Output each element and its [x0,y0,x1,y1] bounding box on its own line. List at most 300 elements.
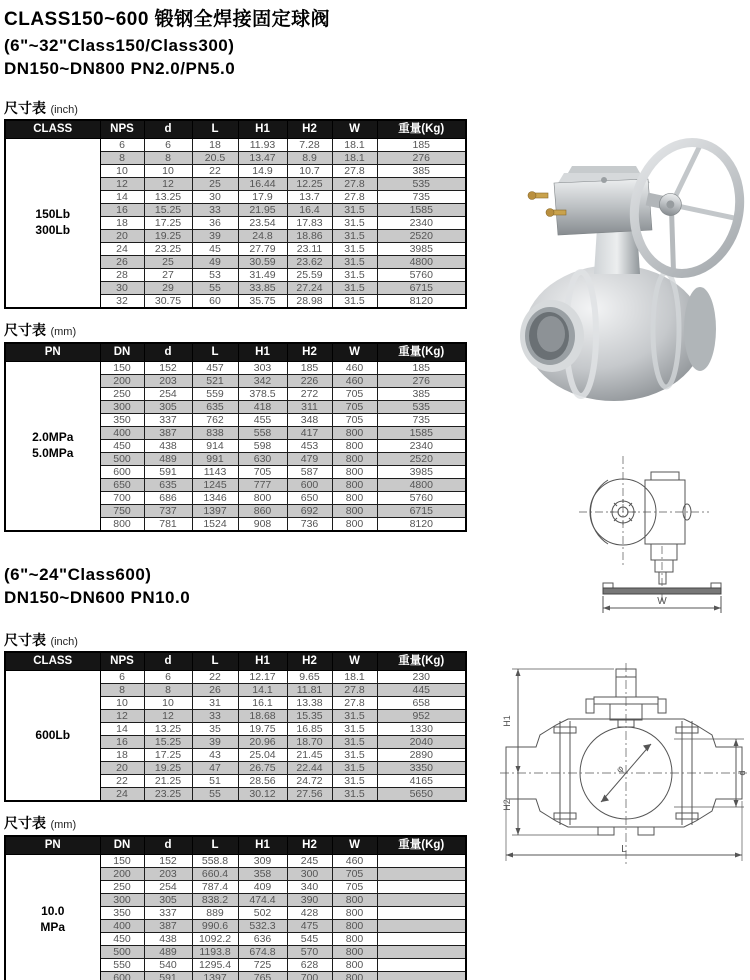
cell: 14.9 [238,165,287,178]
cell: 23.25 [144,788,192,802]
cell: 11.93 [238,139,287,152]
column-header: L [192,120,238,139]
cell: 636 [238,933,287,946]
dim-w-label: W [657,596,667,607]
cell: 31.5 [332,723,377,736]
cell: 8120 [377,518,466,532]
cell: 674.8 [238,946,287,959]
cell: 1585 [377,204,466,217]
column-header: 重量(Kg) [377,652,466,671]
cell: 200 [100,868,144,881]
cell: 230 [377,671,466,684]
cell: 12 [100,710,144,723]
cell: 32 [100,295,144,309]
dim-h1-label: H1 [502,715,512,727]
cell: 19.25 [144,762,192,775]
cell: 658 [377,697,466,710]
cell: 705 [332,868,377,881]
table-row [5,362,466,375]
cell: 387 [144,920,192,933]
cell: 17.83 [287,217,332,230]
cell: 39 [192,230,238,243]
column-header: H2 [287,836,332,855]
cell: 409 [238,881,287,894]
cell: 587 [287,466,332,479]
cell: 31 [192,697,238,710]
column-header: H2 [287,652,332,671]
cell: 18 [100,749,144,762]
cell: 500 [100,453,144,466]
cell: 26 [192,684,238,697]
cell: 800 [332,933,377,946]
cell: 29 [144,282,192,295]
cell: 23.54 [238,217,287,230]
cell: 705 [332,881,377,894]
cell: 1330 [377,723,466,736]
cell: 24.72 [287,775,332,788]
cell: 455 [238,414,287,427]
cell: 762 [192,414,238,427]
cell: 990.6 [192,920,238,933]
cell: 800 [238,492,287,505]
cell: 31.49 [238,269,287,282]
cell: 650 [100,479,144,492]
cell: 16 [100,736,144,749]
cell: 185 [377,139,466,152]
cell: 378.5 [238,388,287,401]
cell: 11.81 [287,684,332,697]
cell: 800 [332,946,377,959]
cell: 27.24 [287,282,332,295]
column-header: L [192,652,238,671]
cell: 31.5 [332,788,377,802]
cell: 6715 [377,282,466,295]
cell: 7.28 [287,139,332,152]
cell: 1585 [377,427,466,440]
cell: 31.5 [332,269,377,282]
cell: 13.38 [287,697,332,710]
cell: 35.75 [238,295,287,309]
cell: 660.4 [192,868,238,881]
cell: 12 [100,178,144,191]
cell: 18.68 [238,710,287,723]
cell: 152 [144,855,192,868]
cell: 800 [332,894,377,907]
cell: 28 [100,269,144,282]
cell: 4800 [377,479,466,492]
cell: 8 [144,152,192,165]
cell: 309 [238,855,287,868]
cell: 535 [377,401,466,414]
cell: 254 [144,881,192,894]
column-header: NPS [100,120,144,139]
column-header: 重量(Kg) [377,343,466,362]
cell: 765 [238,972,287,980]
cell: 10.7 [287,165,332,178]
cell: 438 [144,440,192,453]
cell: 311 [287,401,332,414]
valve-photo [468,120,750,420]
section2-subtitle-line2: DN150~DN600 PN10.0 [4,588,191,607]
cell: 735 [377,414,466,427]
cell: 2040 [377,736,466,749]
cell: 735 [377,191,466,204]
cell: 31.5 [332,295,377,309]
cell: 800 [332,492,377,505]
cell: 800 [332,959,377,972]
column-header: PN [5,343,100,362]
cell: 17.25 [144,749,192,762]
cell: 686 [144,492,192,505]
cell: 226 [287,375,332,388]
cell: 31.5 [332,243,377,256]
cell: 460 [332,855,377,868]
cell: 1295.4 [192,959,238,972]
cell: 445 [377,684,466,697]
cell: 21.95 [238,204,287,217]
cell: 18.1 [332,671,377,684]
column-header: DN [100,836,144,855]
table-row [5,139,466,152]
cell: 16.44 [238,178,287,191]
cell: 3985 [377,243,466,256]
cell: 540 [144,959,192,972]
cell: 591 [144,466,192,479]
cell: 1346 [192,492,238,505]
cell: 400 [100,920,144,933]
cell: 952 [377,710,466,723]
column-header: 重量(Kg) [377,120,466,139]
cell: 55 [192,282,238,295]
cell: 700 [287,972,332,980]
cell: 350 [100,414,144,427]
cell: 13.25 [144,191,192,204]
cell: 14 [100,191,144,204]
cell: 13.47 [238,152,287,165]
cell: 418 [238,401,287,414]
cell: 27.8 [332,191,377,204]
cell: 23.25 [144,243,192,256]
cell: 3985 [377,466,466,479]
cell: 18.86 [287,230,332,243]
group-label: 150Lb 300Lb [5,139,100,309]
cell: 390 [287,894,332,907]
cell: 385 [377,388,466,401]
cell: 12.17 [238,671,287,684]
cell: 8.9 [287,152,332,165]
cell: 22.44 [287,762,332,775]
cell: 31.5 [332,230,377,243]
cell: 27.8 [332,178,377,191]
table-row [5,855,466,868]
cell: 150 [100,362,144,375]
cell: 3350 [377,762,466,775]
cell: 36 [192,217,238,230]
cell: 438 [144,933,192,946]
section1-subtitle-line2: DN150~DN800 PN2.0/PN5.0 [4,59,236,78]
cell: 16 [100,204,144,217]
cell: 2340 [377,440,466,453]
cell: 16.1 [238,697,287,710]
cell: 17.9 [238,191,287,204]
column-header: d [144,652,192,671]
cell: 55 [192,788,238,802]
dim-h2-label: H2 [502,799,512,811]
cell: 39 [192,736,238,749]
column-header: H1 [238,652,287,671]
cell: 489 [144,453,192,466]
cell: 17.25 [144,217,192,230]
cell: 300 [287,868,332,881]
cell: 24 [100,243,144,256]
cell: 559 [192,388,238,401]
column-header: W [332,343,377,362]
dim-table-pn10-mm [4,835,467,980]
cell: 18.1 [332,152,377,165]
cell: 777 [238,479,287,492]
column-header: NPS [100,652,144,671]
cell: 245 [287,855,332,868]
cell: 417 [287,427,332,440]
column-header: L [192,343,238,362]
cell: 705 [332,401,377,414]
cell: 385 [377,165,466,178]
cell: 26.75 [238,762,287,775]
column-header: d [144,120,192,139]
cell: 276 [377,152,466,165]
cell: 303 [238,362,287,375]
cell: 725 [238,959,287,972]
cell [377,868,466,881]
cell: 4800 [377,256,466,269]
cell: 450 [100,440,144,453]
cell: 337 [144,414,192,427]
cell [377,933,466,946]
cell: 889 [192,907,238,920]
cell: 545 [287,933,332,946]
column-header: W [332,652,377,671]
cell: 49 [192,256,238,269]
dim-phi-label: φ [614,763,626,775]
cell: 31.5 [332,710,377,723]
cell: 453 [287,440,332,453]
group-label: 600Lb [5,671,100,802]
cell: 4165 [377,775,466,788]
cell: 6 [100,139,144,152]
cell: 800 [332,518,377,532]
cell: 20 [100,762,144,775]
cell: 30.75 [144,295,192,309]
cell: 23.11 [287,243,332,256]
cell: 428 [287,907,332,920]
cell: 43 [192,749,238,762]
cell: 800 [332,505,377,518]
cell: 8 [100,684,144,697]
cell: 474.4 [238,894,287,907]
cell: 53 [192,269,238,282]
cell: 460 [332,362,377,375]
cell: 5760 [377,492,466,505]
cell: 1524 [192,518,238,532]
cell: 27 [144,269,192,282]
table1-caption: 尺寸表 (inch) [4,100,78,116]
cell: 800 [332,479,377,492]
cell: 700 [100,492,144,505]
cell: 16.4 [287,204,332,217]
cell [377,855,466,868]
cell: 20.96 [238,736,287,749]
dim-table-class150-300-inch [4,119,467,309]
cell: 8120 [377,295,466,309]
group-label: 10.0 MPa [5,855,100,980]
cell: 787.4 [192,881,238,894]
cell: 27.8 [332,684,377,697]
table4-caption: 尺寸表 (mm) [4,815,77,831]
cell: 10 [100,165,144,178]
cell: 337 [144,907,192,920]
cell: 6 [144,139,192,152]
cell: 31.5 [332,762,377,775]
cell: 9.65 [287,671,332,684]
cell: 450 [100,933,144,946]
cell: 628 [287,959,332,972]
cell: 22 [192,671,238,684]
cell: 150 [100,855,144,868]
cell: 28.98 [287,295,332,309]
cell: 860 [238,505,287,518]
cell: 185 [287,362,332,375]
section2-subtitle-line1: (6"~24"Class600) [4,565,152,584]
cell: 27.79 [238,243,287,256]
cell: 340 [287,881,332,894]
cell: 558.8 [192,855,238,868]
cell: 51 [192,775,238,788]
cell: 736 [287,518,332,532]
cell [377,972,466,980]
cell: 305 [144,894,192,907]
cell: 30 [100,282,144,295]
cell: 460 [332,375,377,388]
cell: 33 [192,710,238,723]
table-row [5,671,466,684]
cell: 342 [238,375,287,388]
group-label: 2.0MPa 5.0MPa [5,362,100,532]
cell: 800 [332,427,377,440]
cell: 18 [100,217,144,230]
cell: 60 [192,295,238,309]
cell: 705 [332,388,377,401]
column-header: W [332,836,377,855]
dim-table-class600-inch [4,651,467,802]
cell: 31.5 [332,749,377,762]
cell: 650 [287,492,332,505]
cell: 600 [287,479,332,492]
column-header: L [192,836,238,855]
cell: 15.25 [144,204,192,217]
cell: 2340 [377,217,466,230]
column-header: d [144,836,192,855]
cell: 31.5 [332,736,377,749]
cell: 200 [100,375,144,388]
cell: 348 [287,414,332,427]
column-header: H2 [287,343,332,362]
column-header: DN [100,343,144,362]
side-view-drawing [575,450,750,620]
cell: 31.5 [332,282,377,295]
cell: 24.8 [238,230,287,243]
cell: 185 [377,362,466,375]
cell: 28.56 [238,775,287,788]
cell: 250 [100,388,144,401]
cell: 25.04 [238,749,287,762]
cell: 532.3 [238,920,287,933]
cell: 692 [287,505,332,518]
cell: 800 [100,518,144,532]
cell: 500 [100,946,144,959]
section1-subtitle-line1: (6"~32"Class150/Class300) [4,36,235,55]
cell: 300 [100,401,144,414]
cell: 8 [100,152,144,165]
cell: 570 [287,946,332,959]
cell: 152 [144,362,192,375]
cell [377,907,466,920]
cell: 250 [100,881,144,894]
cell: 19.75 [238,723,287,736]
cell: 25 [144,256,192,269]
cell: 535 [377,178,466,191]
base-plate [603,588,721,594]
cell: 14 [100,723,144,736]
cell: 30 [192,191,238,204]
cell: 31.5 [332,256,377,269]
cell: 800 [332,920,377,933]
cell: 1193.8 [192,946,238,959]
cell: 6715 [377,505,466,518]
cell: 705 [238,466,287,479]
column-header: CLASS [5,120,100,139]
cell: 10 [144,697,192,710]
column-header: W [332,120,377,139]
cell: 5760 [377,269,466,282]
column-header: PN [5,836,100,855]
cell: 591 [144,972,192,980]
cell: 203 [144,375,192,388]
cell: 45 [192,243,238,256]
cell [377,894,466,907]
cell: 18.70 [287,736,332,749]
cell: 502 [238,907,287,920]
cell: 23.62 [287,256,332,269]
cell: 14.1 [238,684,287,697]
cell: 737 [144,505,192,518]
cell: 350 [100,907,144,920]
valve-body [520,265,716,401]
cell: 35 [192,723,238,736]
cell: 991 [192,453,238,466]
cell: 521 [192,375,238,388]
cell: 31.5 [332,217,377,230]
cell: 31.5 [332,204,377,217]
column-header: H2 [287,120,332,139]
cell: 838 [192,427,238,440]
column-header: H1 [238,343,287,362]
cell: 600 [100,972,144,980]
cell: 26 [100,256,144,269]
cell: 13.25 [144,723,192,736]
cell: 750 [100,505,144,518]
table2-caption: 尺寸表 (mm) [4,322,77,338]
column-header: d [144,343,192,362]
